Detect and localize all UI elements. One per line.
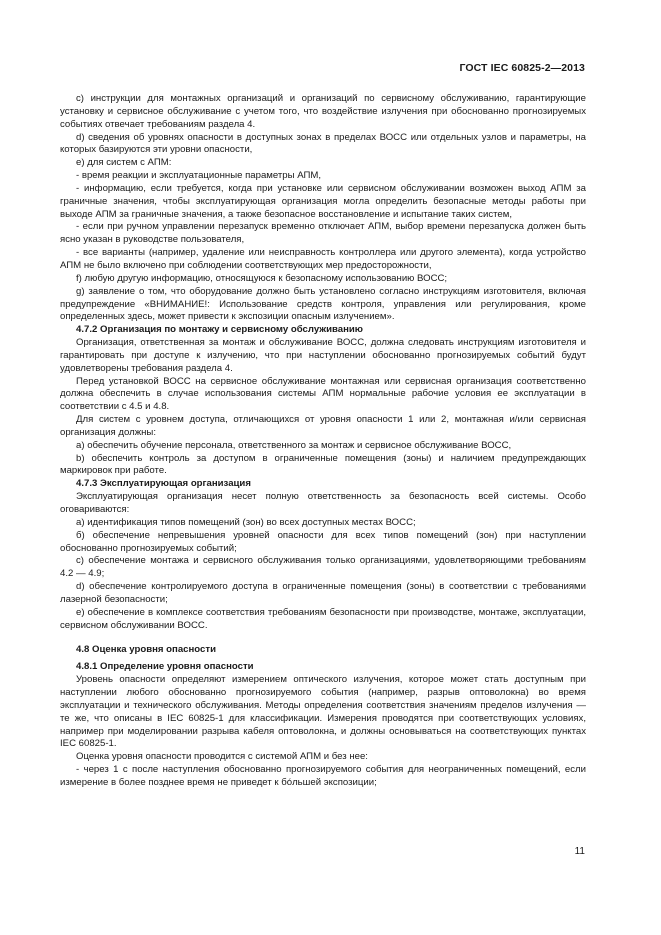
list-item-dash-one-second: - через 1 с после наступления обоснованно прогнозируемого события для неограниченных помещений, если измерение в более позднее время не приведет к бóльшей экспозиции;	[60, 764, 586, 788]
list-item-b: b) обеспечить контроль за доступом в ограниченные помещения (зоны) и наличием предупреждающих маркировок при работе.	[60, 452, 586, 477]
list-item-a: а) обеспечить обучение персонала, ответственного за монтаж и сервисное обслуживание ВОСС,	[76, 439, 512, 451]
list-item-dash-manual-restart: - если при ручном управлении перезапуск временно отключает АПМ, выбор времени перезапуска должен быть ясно указан в руководстве пользователя,	[60, 221, 586, 246]
section-heading-4-7-2: 4.7.2 Организация по монтажу и сервисному обслуживанию	[76, 324, 364, 336]
paragraph: Уровень опасности определяют измерением оптического излучения, которое может стать доступным при наступлении любого обоснованно прогнозируемого события (например, разрыв оптоволокна) во время эксплуатации и технического обслуживания. Методы определения соответствия значениям пределов излучения — те же, что описаны в IEC 60825-1 для классификации. Измерения проводятся при соответствующих условиях, например при моделировании разрыва кабеля оптоволокна, и должны основываться на соответствующих пунктах IEC 60825-1.	[60, 674, 586, 750]
section-heading-4-8-1: 4.8.1 Определение уровня опасности	[76, 661, 254, 673]
list-item-dash-information: - информацию, если требуется, когда при установке или сервисном обслуживании возможен выход АПМ за граничные значения, чтобы эксплуатирующая организация могла определить безопасные методы работы при выходе АПМ за граничные значения, а также безопасное восстановление и испытание таких систем,	[60, 182, 586, 220]
list-item-d: d) сведения об уровнях опасности в доступных зонах в пределах ВОСС или отдельных узлов и параметры, на которых базируются эти уровни опасности,	[60, 131, 586, 156]
list-item-c: c) инструкции для монтажных организаций и организаций по сервисному обслуживанию, гарантирующие установку и сервисное обслуживание с учетом того, что воздействие излучения при обоснованно прогнозируемых событиях отвечает требованиям раздела 4.	[60, 93, 586, 130]
page-number: 11	[574, 846, 585, 857]
section-heading-4-8: 4.8 Оценка уровня опасности	[76, 644, 216, 656]
list-item-a: а) идентификация типов помещений (зон) во всех доступных местах ВОСС;	[76, 516, 416, 528]
list-item-f: f) любую другую информацию, относящуюся к безопасному использованию ВОСС;	[76, 272, 448, 284]
list-item-g: g) заявление о том, что оборудование должно быть установлено согласно инструкциям изготовителя, включая предупреждение «ВНИМАНИЕ!: Использование средств контроля, управления или регулирования, кроме определенных здесь, может привести к экспозиции опасным излучением».	[60, 285, 586, 323]
list-item-c: c) обеспечение монтажа и сервисного обслуживания только организациями, удовлетворяющими требованиям 4.2 — 4.9;	[60, 555, 586, 580]
paragraph: Оценка уровня опасности проводится с системой АПМ и без нее:	[76, 751, 368, 763]
paragraph: Перед установкой ВОСС на сервисное обслуживание монтажная или сервисная организация соответственно должна обеспечить в случае использования системы АПМ нормальные рабочие условия ее эксплуатации в соответствии с 4.5 и 4.8.	[60, 375, 586, 413]
document-body	[60, 93, 586, 790]
list-item-dash-reaction-time: - время реакции и эксплуатационные параметры АПМ,	[76, 170, 322, 182]
paragraph: Для систем с уровнем доступа, отличающихся от уровня опасности 1 или 2, монтажная и/или сервисная организация должны:	[60, 414, 586, 438]
document-header: ГОСТ IEC 60825-2—2013	[459, 62, 585, 74]
list-item-dash-all-variants: - все варианты (например, удаление или неисправность контроллера или другого элемента), когда устройство АПМ не было включено при соблюдении соответствующих мер предосторожности,	[60, 247, 586, 271]
list-item-e: e) обеспечение в комплексе соответствия требованиям безопасности при производстве, монтаже, эксплуатации, сервисном обслуживании ВОСС.	[60, 606, 586, 631]
paragraph: Эксплуатирующая организация несет полную ответственность за безопасность всей системы. Особо оговариваются:	[60, 491, 586, 515]
paragraph: Организация, ответственная за монтаж и обслуживание ВОСС, должна следовать инструкциям изготовителя и гарантировать при доступе к излучению, что при наступлении обоснованно прогнозируемых событий будут удовлетворены требования раздела 4.	[60, 337, 586, 374]
list-item-d: d) обеспечение контролируемого доступа в ограниченные помещения (зоны) в соответствии с требованиями лазерной безопасности;	[60, 581, 586, 605]
section-heading-4-7-3: 4.7.3 Эксплуатирующая организация	[76, 478, 251, 490]
list-item-e: e) для систем с АПМ:	[76, 157, 172, 169]
list-item-b: б) обеспечение непревышения уровней опасности для всех типов помещений (зон) при наступлении обоснованно прогнозируемых событий;	[60, 529, 586, 554]
